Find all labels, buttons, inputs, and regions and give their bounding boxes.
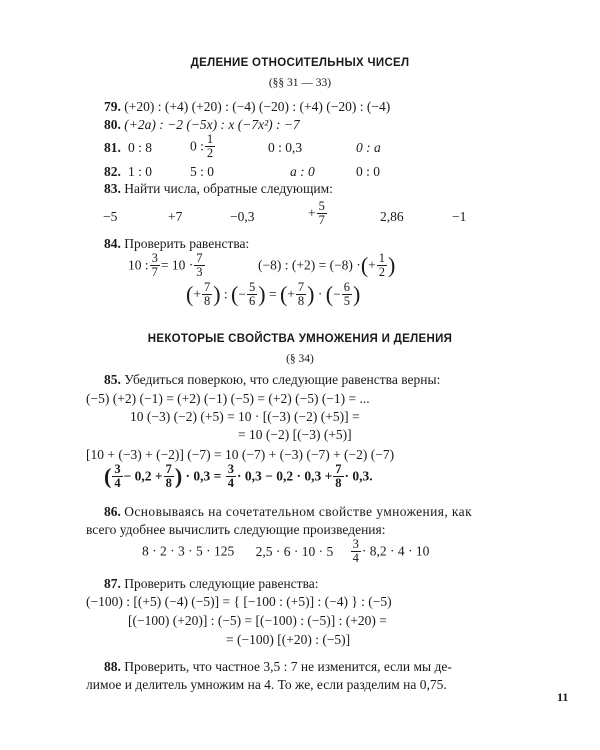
problem-text: Найти числа, обратные следующим:: [124, 181, 333, 196]
products-row: 8 · 2 · 3 · 5 · 125 2,5 · 6 · 10 · 5 $\frac{3}{4}$ · 8,2 · 4 · 10: [142, 537, 430, 566]
problem-86-line-1: [104, 504, 472, 520]
fraction: $\frac{1}{2}$: [206, 132, 214, 161]
value-6: −1: [452, 209, 467, 224]
section-title-properties: НЕКОТОРЫЕ СВОЙСТВА УМНОЖЕНИЯ И ДЕЛЕНИЯ: [147, 333, 453, 345]
value-5: 2,86: [380, 209, 404, 224]
equation-84-1: 10 : $\frac{3}{7}$ = 10 · $\frac{7}{3}$: [128, 251, 203, 280]
problem-text: Убедиться поверкою, что следующие равенства верны:: [124, 372, 441, 387]
problem-84: [104, 236, 249, 252]
problem-number: 79.: [104, 99, 121, 114]
expr-a: 1 : 0: [128, 164, 153, 179]
problem-number: 88.: [104, 659, 121, 674]
equation-85-3: = 10 (−2) [(−3) (+5)]: [238, 427, 352, 442]
problem-body: (+2a) : −2 (−5x) : x (−7x²) : −7: [124, 117, 300, 132]
problem-81: [104, 133, 524, 161]
expr-b: 5 : 0: [190, 164, 215, 179]
problem-number: 83.: [104, 181, 121, 196]
equation-87-3: = (−100) [(+20) : (−5)]: [226, 632, 351, 647]
problem-number: 82.: [104, 164, 121, 179]
section-ref: (§ 34): [286, 353, 314, 365]
reciprocals-row: [0, 200, 600, 234]
product-1: 8 · 2 · 3 · 5 · 125: [142, 543, 235, 559]
equation-85-4: [10 + (−3) + (−2)] (−7) = 10 (−7) + (−3) (−7) + (−2) (−7): [86, 447, 395, 462]
section-ref: (§§ 31 — 33): [268, 77, 332, 89]
expr-c: a : 0: [290, 164, 315, 179]
equation-84-2: (−8) : (+2) = (−8) ·(+ $\frac{1}{2}$ ): [258, 251, 396, 280]
section-title-division: ДЕЛЕНИЕ ОТНОСИТЕЛЬНЫХ ЧИСЕЛ: [190, 57, 410, 69]
product-2: 2,5 · 6 · 10 · 5: [255, 543, 334, 559]
product-3: · 8,2 · 4 · 10: [361, 543, 430, 559]
problem-number: 81.: [104, 140, 121, 155]
expr-d: 0 : 0: [356, 164, 381, 179]
problem-87: [104, 576, 319, 592]
page-number: 11: [557, 690, 569, 704]
expr-c: 0 : 0,3: [268, 140, 303, 155]
equation-85-1: (−5) (+2) (−1) = (+2) (−1) (−5) = (+2) (−5) (−1) = ...: [86, 391, 370, 406]
problem-text: Проверить, что частное 3,5 : 7 не изменится, если мы де-: [124, 659, 452, 674]
problem-82: [104, 164, 524, 182]
problem-80: [104, 117, 300, 133]
problem-text: Проверить равенства:: [124, 236, 250, 251]
value-3: −0,3: [230, 209, 255, 224]
value-4: + $\frac{5}{7}$: [308, 199, 325, 228]
problem-88-line-1: [104, 659, 452, 675]
equation-87-2: [(−100) (+20)] : (−5) = [(−100) : (−5)] : (+20) =: [128, 613, 387, 628]
problem-number: 85.: [104, 372, 121, 387]
expr-d: 0 : a: [356, 140, 381, 155]
value-2: +7: [168, 209, 183, 224]
problem-number: 86.: [104, 504, 121, 519]
equation-84-3: (+ $\frac{7}{8}$ ) : (− $\frac{5}{6}$ ) = (+ $\frac{7}{8}$ ) · (− $\frac{6}{5}$ ): [186, 280, 361, 309]
problem-79: [104, 99, 390, 115]
problem-text: Основываясь на сочетательном свойстве умножения, как: [124, 504, 473, 519]
problem-88-line-2: лимое и делитель умножим на 4. То же, если разделим на 0,75.: [86, 677, 447, 692]
problem-number: 87.: [104, 576, 121, 591]
equation-87-1: (−100) : [(+5) (−4) (−5)] = { [−100 : (+5)] : (−4) } : (−5): [86, 594, 392, 609]
problem-83: [104, 181, 333, 197]
problem-body: (+20) : (+4) (+20) : (−4) (−20) : (+4) (−20) : (−4): [124, 99, 391, 114]
equation-85-5: ( $\frac{3}{4}$ − 0,2 + $\frac{7}{8}$ ) · 0,3 = $\frac{3}{4}$ · 0,3 − 0,2 · 0,3 + $\frac{7}{8}$ · 0,3.: [104, 462, 373, 491]
expr-a: 0 : 8: [128, 140, 153, 155]
equation-85-2: 10 (−3) (−2) (+5) = 10 · [(−3) (−2) (+5)] =: [130, 409, 360, 424]
expr-b: 0 : $\frac{1}{2}$: [190, 132, 214, 161]
value-1: −5: [103, 209, 118, 224]
problem-number: 80.: [104, 117, 121, 132]
problem-85: [104, 372, 440, 388]
problem-text: Проверить следующие равенства:: [124, 576, 319, 591]
problem-86-line-2: всего удобнее вычислить следующие произведения:: [86, 522, 386, 537]
problem-number: 84.: [104, 236, 121, 251]
